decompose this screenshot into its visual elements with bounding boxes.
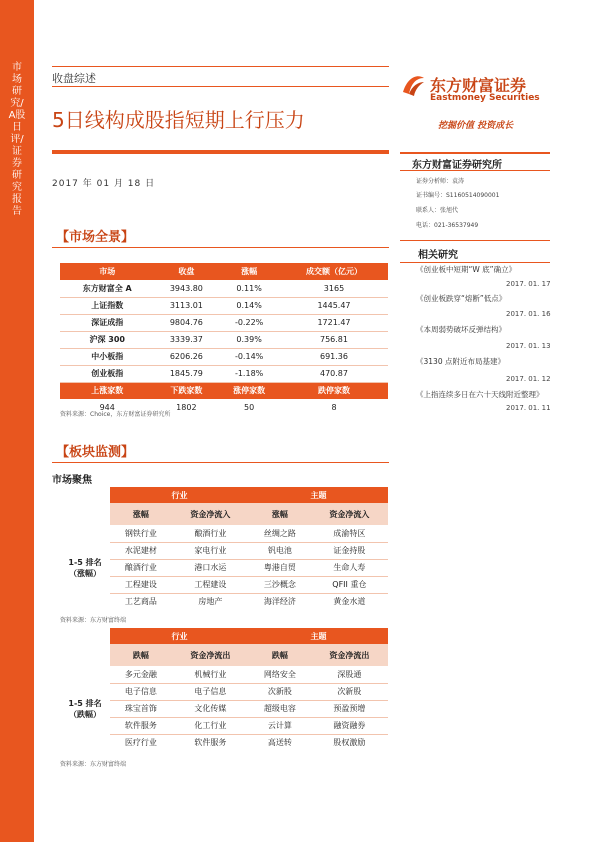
report-date: 2017 年 01 月 18 日 — [52, 179, 156, 189]
sector-down-source: 资料来源：东方财富终端 — [60, 761, 127, 768]
table-row — [60, 297, 388, 314]
related-item-date: 2017. 01. 17 — [506, 280, 551, 288]
brand-logo-icon — [400, 72, 426, 98]
page-title: 5日线构成股指短期上行压力 — [52, 108, 305, 132]
table-cell: 电子信息 — [110, 683, 172, 700]
table-cell: 软件服务 — [110, 717, 172, 734]
sector-up-col-ind-inflow: 资金净流入 — [172, 503, 249, 525]
research-dept: 东方财富证券研究所 — [412, 160, 502, 171]
market-col-market: 市场 — [60, 263, 154, 280]
market-close: 3943.80 — [154, 280, 218, 297]
market-turnover: 691.36 — [280, 348, 388, 365]
table-cell: 工艺商品 — [124, 597, 157, 607]
table-cell: 云计算 — [249, 717, 311, 734]
market-turnover: 1445.47 — [280, 297, 388, 314]
market-focus-title: 市场聚焦 — [52, 475, 92, 486]
sector-up-col-theme-inflow: 资金净流入 — [311, 503, 388, 525]
table-row — [60, 542, 388, 559]
analyst-cert: 证书编号：S1160514090001 — [416, 192, 500, 199]
market-name: 中小板指 — [60, 348, 154, 365]
table-row — [60, 314, 388, 331]
market-close: 6206.26 — [154, 348, 218, 365]
table-cell: 网络安全 — [249, 666, 311, 683]
table-cell: 丝绸之路 — [249, 525, 311, 542]
related-item-title[interactable]: 《3130 点附近布局基建》 — [416, 357, 505, 366]
table-row — [60, 348, 388, 365]
table-cell: 次新股 — [249, 683, 311, 700]
sector-down-group-header — [60, 628, 388, 644]
market-table — [60, 263, 388, 416]
sector-down-col-theme-drop: 跌幅 — [249, 644, 311, 666]
related-item-date: 2017. 01. 12 — [506, 375, 551, 383]
breadth-limit-down: 8 — [331, 403, 337, 412]
sector-down-row-label: 1-5 排名 （跌幅） — [68, 698, 102, 719]
table-cell: 港口水运 — [172, 559, 249, 576]
table-row — [60, 683, 388, 700]
related-item-date: 2017. 01. 13 — [506, 342, 551, 350]
table-row — [60, 280, 388, 297]
report-category: 收盘综述 — [52, 72, 96, 85]
contact-name: 联系人：张旭代 — [416, 207, 459, 214]
sector-up-row-label: 1-5 排名 （涨幅） — [68, 557, 102, 578]
table-cell: 酿酒行业 — [110, 559, 172, 576]
breadth-col-up: 上涨家数 — [60, 382, 154, 399]
sector-down-col-theme-outflow: 资金净流出 — [311, 644, 388, 666]
table-cell: 粤港自贸 — [249, 559, 311, 576]
market-breadth-header — [60, 382, 388, 399]
sector-down-col-ind-outflow: 资金净流出 — [172, 644, 249, 666]
market-close: 1845.79 — [154, 365, 218, 382]
right-top-rule — [400, 152, 550, 154]
table-cell: 融资融券 — [311, 717, 388, 734]
sector-up-corner — [60, 487, 110, 503]
table-cell: 预盈预增 — [311, 700, 388, 717]
brand-slogan: 挖掘价值 投资成长 — [438, 121, 514, 131]
table-cell: 家电行业 — [172, 542, 249, 559]
table-cell: 文化传媒 — [172, 700, 249, 717]
header-rule — [52, 66, 389, 67]
sector-up-table — [60, 487, 388, 610]
market-turnover: 3165 — [280, 280, 388, 297]
market-change: -1.18% — [218, 365, 280, 382]
market-turnover: 470.87 — [280, 365, 388, 382]
side-bar-text: 市场研究/A股日评/证券研究报告 — [8, 62, 26, 217]
breadth-col-limit-up: 涨停家数 — [218, 382, 280, 399]
table-cell: 化工行业 — [172, 717, 249, 734]
right-dept-rule — [400, 170, 550, 171]
market-close: 3113.01 — [154, 297, 218, 314]
market-name: 深证成指 — [60, 314, 154, 331]
table-cell: 证金持股 — [311, 542, 388, 559]
sector-down-group-theme: 主题 — [249, 628, 388, 644]
table-cell: QFII 重仓 — [311, 576, 388, 593]
market-name: 东方财富全 A — [60, 280, 154, 297]
table-cell: 次新股 — [311, 683, 388, 700]
breadth-limit-up: 50 — [244, 403, 255, 412]
sector-down-col-ind-drop: 跌幅 — [110, 644, 172, 666]
market-change: 0.11% — [218, 280, 280, 297]
sector-up-col-theme-gain: 涨幅 — [249, 503, 311, 525]
table-cell: 股权激励 — [333, 738, 366, 748]
related-item-date: 2017. 01. 11 — [506, 404, 551, 412]
table-cell: 房地产 — [198, 597, 223, 607]
sector-down-table — [60, 628, 388, 751]
table-cell: 成渝特区 — [311, 525, 388, 542]
market-change: -0.22% — [218, 314, 280, 331]
breadth-col-down: 下跌家数 — [154, 382, 218, 399]
table-cell: 钒电池 — [249, 542, 311, 559]
table-row — [60, 525, 388, 542]
table-cell: 生命人寿 — [311, 559, 388, 576]
related-item-title[interactable]: 《创业板中短期“W 底”确立》 — [416, 265, 517, 274]
market-source: 资料来源：Choice，东方财富证券研究所 — [60, 411, 171, 418]
table-cell: 软件服务 — [194, 738, 227, 748]
table-cell: 钢铁行业 — [110, 525, 172, 542]
analyst-name: 证券分析师：袁涛 — [416, 178, 465, 185]
section-market-rule — [52, 247, 389, 248]
section-market-title: 【市场全景】 — [56, 230, 135, 245]
table-row — [60, 576, 388, 593]
brand-name-cn: 东方财富证券 — [430, 76, 527, 95]
table-row — [60, 734, 388, 751]
table-cell: 医疗行业 — [124, 738, 157, 748]
table-row — [60, 559, 388, 576]
table-row — [60, 365, 388, 382]
table-cell: 工程建设 — [172, 576, 249, 593]
table-cell: 海洋经济 — [263, 597, 296, 607]
market-col-change: 涨幅 — [218, 263, 280, 280]
table-cell: 深股通 — [311, 666, 388, 683]
section-sector-rule — [52, 462, 389, 463]
sector-down-corner2 — [60, 644, 110, 666]
market-table-header — [60, 263, 388, 280]
market-name: 创业板指 — [60, 365, 154, 382]
related-item-title[interactable]: 《本周弱势破坏反弹结构》 — [416, 325, 506, 334]
sector-up-group-industry: 行业 — [110, 487, 249, 503]
related-item-title[interactable]: 《创业板跌穿“熔断”低点》 — [416, 294, 507, 303]
market-col-close: 收盘 — [154, 263, 218, 280]
related-item-date: 2017. 01. 16 — [506, 310, 551, 318]
sector-up-corner2 — [60, 503, 110, 525]
right-related-rule — [400, 262, 550, 263]
market-close: 3339.37 — [154, 331, 218, 348]
table-cell: 机械行业 — [172, 666, 249, 683]
sector-up-col-ind-gain: 涨幅 — [110, 503, 172, 525]
table-row — [60, 331, 388, 348]
right-related-top-rule — [400, 240, 550, 241]
table-cell: 工程建设 — [110, 576, 172, 593]
breadth-col-limit-down: 跌停家数 — [280, 382, 388, 399]
market-change: -0.14% — [218, 348, 280, 365]
market-change: 0.14% — [218, 297, 280, 314]
sector-up-col-header — [60, 503, 388, 525]
sector-down-corner — [60, 628, 110, 644]
related-title: 相关研究 — [418, 250, 458, 261]
section-sector-title: 【板块监测】 — [56, 445, 135, 460]
table-cell: 电子信息 — [172, 683, 249, 700]
table-cell: 三沙概念 — [249, 576, 311, 593]
sector-down-group-industry: 行业 — [110, 628, 249, 644]
contact-phone: 电话：021-36537949 — [416, 222, 479, 229]
category-rule — [52, 86, 389, 87]
market-turnover: 756.81 — [280, 331, 388, 348]
sector-up-source: 资料来源：东方财富终端 — [60, 617, 127, 624]
table-cell: 珠宝首饰 — [110, 700, 172, 717]
market-change: 0.39% — [218, 331, 280, 348]
table-cell: 多元金融 — [110, 666, 172, 683]
table-cell: 超级电容 — [249, 700, 311, 717]
table-row — [60, 666, 388, 683]
brand-name-en: Eastmoney Securities — [430, 93, 540, 103]
market-close: 9804.76 — [154, 314, 218, 331]
market-col-turnover: 成交额（亿元） — [280, 263, 388, 280]
title-underline — [52, 150, 389, 154]
breadth-down: 1802 — [176, 403, 197, 412]
table-cell: 高送转 — [267, 738, 292, 748]
sector-up-group-header — [60, 487, 388, 503]
table-row — [60, 593, 388, 610]
table-cell: 酿酒行业 — [172, 525, 249, 542]
table-cell: 水泥建材 — [110, 542, 172, 559]
table-cell: 黄金水道 — [333, 597, 366, 607]
breadth-up: 944 — [99, 403, 115, 412]
related-item-title[interactable]: 《上指连续多日在六十天线附近整理》 — [416, 390, 544, 399]
table-row — [60, 700, 388, 717]
sector-down-col-header — [60, 644, 388, 666]
sector-up-group-theme: 主题 — [249, 487, 388, 503]
market-name: 上证指数 — [60, 297, 154, 314]
brand-logo — [400, 70, 560, 110]
side-bar — [0, 0, 34, 842]
market-turnover: 1721.47 — [280, 314, 388, 331]
market-name: 沪深 300 — [60, 331, 154, 348]
table-row — [60, 717, 388, 734]
